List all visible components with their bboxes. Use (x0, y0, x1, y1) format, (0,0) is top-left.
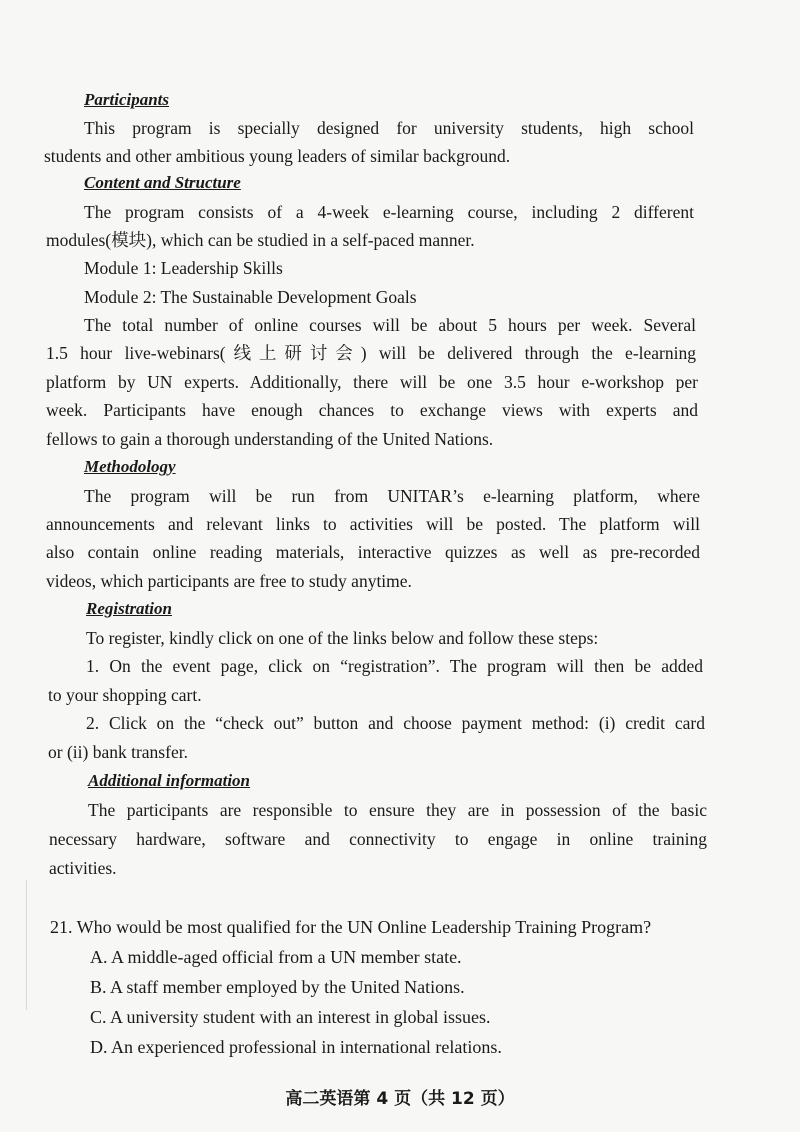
paragraph-line: 1.5 hour live-webinars(线上研讨会) will be delivered through the e-learning (46, 343, 696, 363)
paragraph-line: also contain online reading materials, interactive quizzes as well as pre-recorded (46, 542, 700, 562)
paragraph-line: The total number of online courses will be about 5 hours per week. Several (84, 315, 696, 335)
paragraph-line: videos, which participants are free to study anytime. (46, 571, 412, 591)
section-heading-registration: Registration (86, 599, 172, 618)
paragraph-line: To register, kindly click on one of the links below and follow these steps: (86, 628, 599, 648)
paragraph-line: to your shopping cart. (48, 685, 202, 705)
paragraph-line: announcements and relevant links to activities will be posted. The platform will (46, 514, 700, 534)
section-heading-participants: Participants (84, 90, 170, 109)
paragraph-line: activities. (49, 858, 117, 878)
paragraph-line: students and other ambitious young leaders of similar background. (44, 146, 511, 166)
paragraph-line: necessary hardware, software and connectivity to engage in online training (49, 829, 707, 849)
page-footer: 高二英语第 4 页（共 12 页） (285, 1089, 515, 1109)
paragraph-line: platform by UN experts. Additionally, there will be one 3.5 hour e-workshop per (46, 372, 698, 392)
module-item: Module 1: Leadership Skills (84, 258, 283, 278)
answer-option-b: B. A staff member employed by the United Nations. (90, 977, 465, 997)
paragraph-line: The program consists of a 4-week e-learning course, including 2 different (84, 202, 694, 222)
answer-option-d: D. An experienced professional in international relations. (90, 1037, 502, 1057)
paragraph-line: modules(模块), which can be studied in a self-paced manner. (46, 230, 475, 250)
module-item: Module 2: The Sustainable Development Goals (84, 287, 417, 307)
scan-edge-line (26, 880, 27, 1010)
section-heading-content: Content and Structure (84, 173, 241, 192)
paragraph-line: or (ii) bank transfer. (48, 742, 188, 762)
paragraph-line: This program is specially designed for university students, high school (84, 118, 694, 138)
step-item: 1. On the event page, click on “registration”. The program will then be added (86, 656, 703, 676)
paragraph-line: fellows to gain a thorough understanding of the United Nations. (46, 429, 494, 449)
paragraph-line: week. Participants have enough chances to exchange views with experts and (46, 400, 698, 420)
section-heading-additional: Additional information (88, 771, 251, 790)
paragraph-line: The participants are responsible to ensure they are in possession of the basic (88, 800, 707, 820)
answer-option-c: C. A university student with an interest in global issues. (90, 1007, 491, 1027)
answer-option-a: A. A middle-aged official from a UN member state. (90, 947, 462, 967)
section-heading-methodology: Methodology (84, 457, 176, 476)
paragraph-line: The program will be run from UNITAR’s e-learning platform, where (84, 486, 700, 506)
step-item: 2. Click on the “check out” button and choose payment method: (i) credit card (86, 713, 705, 733)
question-stem: 21. Who would be most qualified for the UN Online Leadership Training Program? (50, 917, 652, 937)
